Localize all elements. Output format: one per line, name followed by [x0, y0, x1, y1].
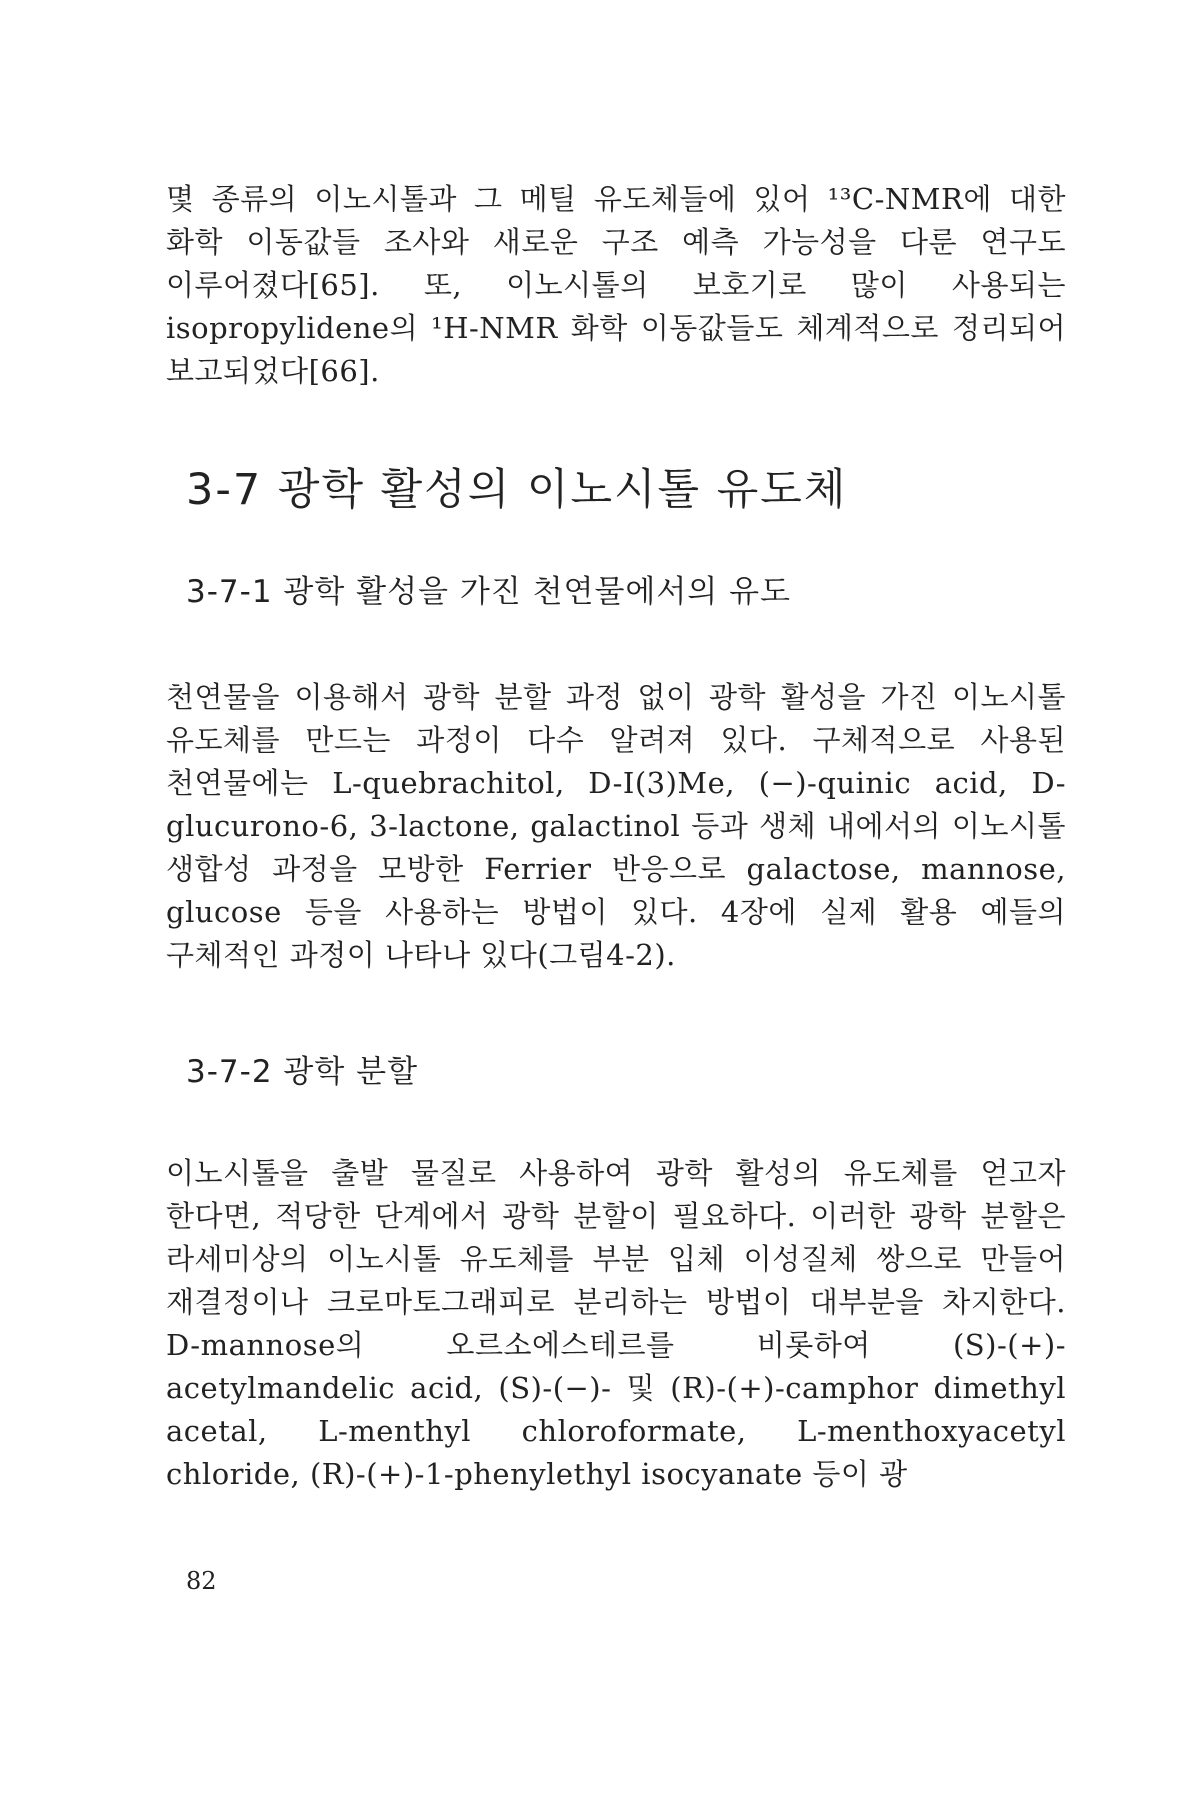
- subsection-heading-natural-products: 3-7-1 광학 활성을 가진 천연물에서의 유도: [186, 574, 792, 610]
- page-number: 82: [186, 1567, 217, 1595]
- section-heading: 3-7 광학 활성의 이노시톨 유도체: [186, 465, 848, 515]
- paragraph-optical-resolution: 이노시톨을 출발 물질로 사용하여 광학 활성의 유도체를 얻고자 한다면, 적당한 단계에서 광학 분할이 필요하다. 이러한 광학 분할은 라세미상의 이노시톨 유도체를 부분 입체 이성질체 쌍으로 만들어 재결정이나 크로마토그래피로 분리하는 방법이 대부분을 차지한다. D-mannose의 오르소에스테르를 비롯하여 (S)-(+)-acetylmandelic acid, (S)-(−)- 및 (R)-(+)-camphor dimethyl acetal, L-menthyl chloroformate, L-menthoxyacetyl chloride, (R)-(+)-1-phenylethyl isocyanate 등이 광: [166, 1156, 1066, 1491]
- paragraph-natural-products: 천연물을 이용해서 광학 분할 과정 없이 광학 활성을 가진 이노시톨 유도체를 만드는 과정이 다수 알려져 있다. 구체적으로 사용된 천연물에는 L-quebrachitol, D-I(3)Me, (−)-quinic acid, D-glucurono-6, 3-lactone, galactinol 등과 생체 내에서의 이노시톨 생합성 과정을 모방한 Ferrier 반응으로 galactose, mannose, glucose 등을 사용하는 방법이 있다. 4장에 실제 활용 예들의 구체적인 과정이 나타나 있다(그림4-2).: [166, 680, 1066, 972]
- subsection-heading-optical-resolution: 3-7-2 광학 분할: [186, 1054, 419, 1090]
- paragraph-nmr-shifts: 몇 종류의 이노시톨과 그 메틸 유도체들에 있어 ¹³C-NMR에 대한 화학 이동값들 조사와 새로운 구조 예측 가능성을 다룬 연구도 이루어졌다[65]. 또, 이노시톨의 보호기로 많이 사용되는 isopropylidene의 ¹H-NMR 화학 이동값들도 체계적으로 정리되어 보고되었다[66].: [166, 182, 1066, 388]
